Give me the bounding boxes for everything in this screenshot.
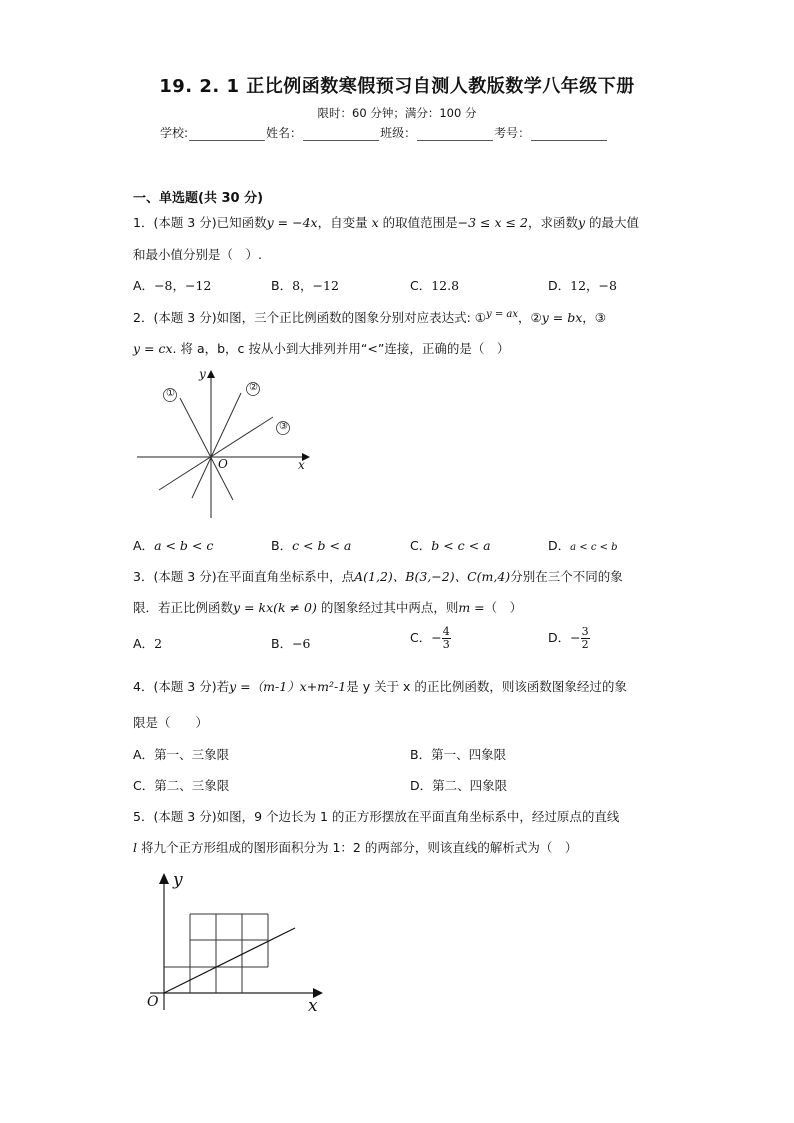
option-text: 第一、三象限 bbox=[154, 747, 230, 762]
math-var: x bbox=[371, 215, 379, 230]
line-2 bbox=[192, 393, 241, 498]
option-label: D． bbox=[410, 778, 433, 793]
math-expression: y = bx bbox=[541, 310, 583, 325]
math-expression: m = bbox=[458, 600, 485, 615]
question-number: 5． bbox=[133, 809, 154, 824]
option-label: A． bbox=[133, 538, 155, 553]
name-label: 姓名： bbox=[266, 126, 303, 140]
text: ，③ bbox=[582, 310, 606, 325]
numerator: 3 bbox=[581, 625, 589, 638]
option-b[interactable] bbox=[410, 745, 506, 763]
option-label: A． bbox=[133, 278, 155, 293]
math-expression: A(1,2)、B(3,−2)、C(m,4) bbox=[354, 569, 511, 584]
option-a[interactable] bbox=[133, 536, 213, 554]
math-var: y bbox=[577, 215, 586, 230]
option-text: −8，−12 bbox=[154, 278, 212, 293]
math-expression: y =（m-1）x+m²-1 bbox=[229, 679, 347, 694]
y-axis-label: y bbox=[199, 367, 206, 381]
question-score: (本题 3 分) bbox=[153, 215, 217, 230]
x-axis-label: x bbox=[298, 458, 305, 472]
option-text: 第二、四象限 bbox=[432, 778, 508, 793]
option-text: 第一、四象限 bbox=[431, 747, 507, 762]
question-number: 3． bbox=[133, 569, 154, 584]
line-3-label: ③ bbox=[279, 421, 288, 432]
question-5-line-2 bbox=[133, 838, 577, 856]
text: 在平面直角坐标系中，点 bbox=[216, 569, 355, 584]
question-number: 4． bbox=[133, 679, 154, 694]
question-score: (本题 3 分) bbox=[153, 569, 217, 584]
option-text: 12.8 bbox=[431, 278, 460, 293]
text: 已知函数 bbox=[216, 215, 267, 230]
line-l bbox=[164, 928, 295, 993]
option-text: c < b < a bbox=[292, 538, 352, 553]
option-label: D． bbox=[548, 278, 571, 293]
option-text: a < b < c bbox=[154, 538, 214, 553]
school-label: 学校: bbox=[160, 126, 189, 140]
option-label: B． bbox=[271, 636, 293, 651]
option-c[interactable] bbox=[410, 536, 491, 554]
option-text: −6 bbox=[292, 636, 311, 651]
option-c[interactable] bbox=[133, 776, 229, 794]
option-label: C． bbox=[410, 538, 432, 553]
line-1-label: ① bbox=[166, 388, 175, 399]
text: 限．若正比例函数 bbox=[133, 600, 234, 615]
option-label: B． bbox=[271, 538, 293, 553]
text: 是 y 关于 x 的正比例函数，则该函数图象经过的象 bbox=[346, 679, 627, 694]
x-axis-label: x bbox=[308, 996, 318, 1016]
option-label: B． bbox=[410, 747, 432, 762]
exam-meta: 限时：60 分钟；满分：100 分 bbox=[317, 106, 477, 120]
option-text: b < c < a bbox=[431, 538, 491, 553]
y-axis-arrow-icon bbox=[159, 873, 169, 884]
origin-label: O bbox=[147, 994, 159, 1010]
page-title: 19. 2. 1 正比例函数寒假预习自测人教版数学八年级下册 bbox=[159, 76, 635, 97]
option-d[interactable] bbox=[548, 626, 590, 651]
origin-label: O bbox=[218, 457, 228, 471]
text: ，② bbox=[518, 310, 542, 325]
line-1 bbox=[180, 398, 233, 500]
option-label: C． bbox=[133, 778, 155, 793]
option-text: 12，−8 bbox=[570, 278, 617, 293]
question-score: (本题 3 分) bbox=[153, 679, 217, 694]
question-1-line-2: 和最小值分别是（ ）. bbox=[133, 247, 262, 262]
math-expression: y = ax bbox=[486, 308, 519, 320]
fraction bbox=[581, 626, 590, 651]
option-label: D． bbox=[548, 538, 571, 553]
option-d[interactable] bbox=[548, 536, 618, 554]
text: 将九个正方形组成的图形面积分为 1：2 的两部分，则该直线的解析式为（ ） bbox=[140, 840, 578, 855]
option-text: a < c < b bbox=[570, 542, 618, 553]
option-b[interactable] bbox=[271, 634, 311, 652]
math-expression: y = kx(k ≠ 0) bbox=[233, 600, 317, 615]
text: ，自变量 bbox=[317, 215, 368, 230]
question-score: (本题 3 分) bbox=[153, 310, 217, 325]
text: 若 bbox=[216, 679, 230, 694]
question-5-line-1 bbox=[133, 807, 619, 825]
math-var: l bbox=[133, 840, 137, 855]
section-title: 一、单选题(共 30 分) bbox=[133, 191, 264, 206]
text: ，求函数 bbox=[527, 215, 578, 230]
option-text: 2 bbox=[154, 636, 163, 651]
question-number: 2． bbox=[133, 310, 154, 325]
class-label: 班级： bbox=[380, 126, 417, 140]
option-sign: − bbox=[570, 630, 581, 645]
text: 的图象经过其中两点，则 bbox=[320, 600, 459, 615]
math-expression: −3 ≤ x ≤ 2 bbox=[457, 215, 528, 230]
option-a[interactable] bbox=[133, 745, 229, 763]
fraction bbox=[442, 626, 451, 651]
line-2-label: ② bbox=[249, 382, 258, 393]
denominator: 2 bbox=[581, 638, 589, 651]
option-label: A． bbox=[133, 636, 155, 651]
line-3 bbox=[159, 417, 273, 490]
question-4-line-2: 限是（ ） bbox=[133, 715, 209, 730]
option-d[interactable] bbox=[410, 776, 507, 794]
numerator: 4 bbox=[442, 625, 450, 638]
option-label: C． bbox=[410, 278, 432, 293]
option-sign: − bbox=[431, 630, 442, 645]
option-label: C． bbox=[410, 630, 432, 645]
question-4-line-1 bbox=[133, 677, 627, 695]
text: （ ） bbox=[484, 600, 523, 615]
math-expression: y = cx bbox=[133, 341, 173, 356]
option-label: A． bbox=[133, 747, 155, 762]
option-text: 第二、三象限 bbox=[154, 778, 230, 793]
y-axis-label: y bbox=[173, 870, 183, 890]
math-expression: y = −4x bbox=[266, 215, 318, 230]
text: 如图，9 个边长为 1 的正方形摆放在平面直角坐标系中，经过原点的直线 bbox=[216, 809, 620, 824]
option-label: B． bbox=[271, 278, 293, 293]
text: . 将 a，b，c 按从小到大排列并用“<”连接，正确的是（ ） bbox=[172, 341, 510, 356]
text: 如图，三个正比例函数的图象分别对应表达式: ① bbox=[216, 310, 487, 325]
question-3-line-2 bbox=[133, 598, 522, 616]
y-axis-arrow-icon bbox=[207, 370, 215, 378]
option-a[interactable] bbox=[133, 634, 162, 652]
option-c[interactable] bbox=[410, 626, 451, 651]
question-5-figure bbox=[150, 882, 313, 1010]
question-number: 1． bbox=[133, 215, 154, 230]
option-text: 8，−12 bbox=[292, 278, 339, 293]
option-label: D． bbox=[548, 630, 571, 645]
text: 的最大值 bbox=[589, 215, 640, 230]
exam-number-label: 考号： bbox=[494, 126, 531, 140]
option-b[interactable] bbox=[271, 536, 351, 554]
text: 的取值范围是 bbox=[382, 215, 458, 230]
denominator: 3 bbox=[442, 638, 450, 651]
question-3-line-1 bbox=[133, 567, 623, 585]
question-score: (本题 3 分) bbox=[153, 809, 217, 824]
text: 分别在三个不同的象 bbox=[510, 569, 623, 584]
